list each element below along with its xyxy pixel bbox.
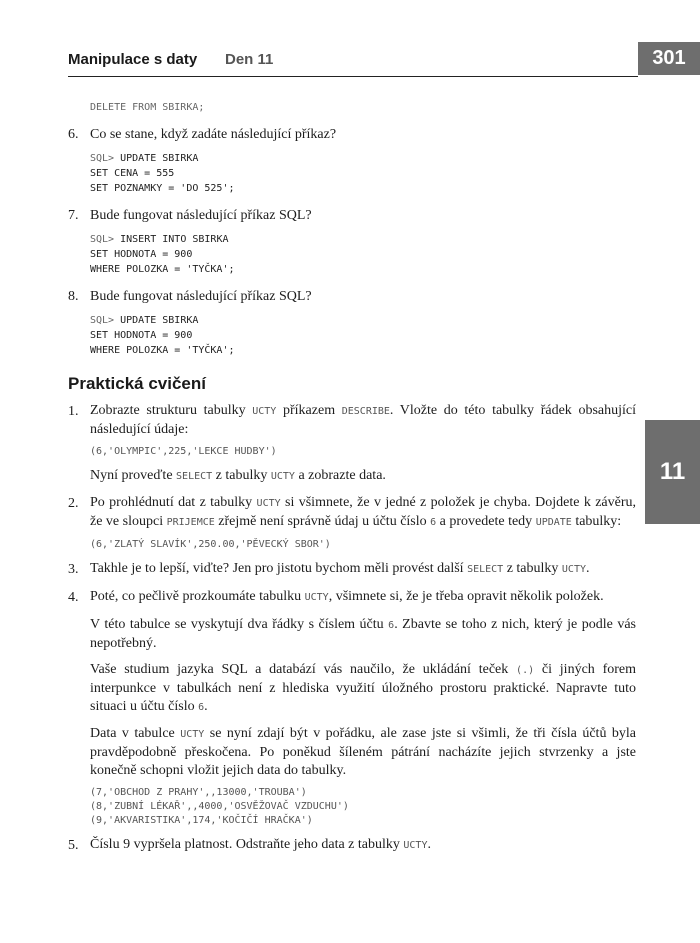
paragraph [90, 725, 636, 780]
text-run: . [427, 837, 431, 852]
text-run: a provedete tedy [436, 514, 536, 529]
inline-code: UCTY [252, 406, 277, 417]
code-block [90, 100, 636, 115]
inline-code: SELECT [176, 471, 213, 482]
paragraph [90, 661, 636, 717]
exercise-number: 4. [68, 590, 79, 605]
text-run: Vaše studium jazyka SQL a databází vás naučilo, že ukládání teček [90, 662, 517, 677]
question-item [68, 287, 636, 307]
code-line: SET HODNOTA = 900 [90, 249, 193, 260]
text-run: se nyní zdají být v pořádku, ale zase jste si všimli, že tři čísla účtů byla pravděpodobně přeskočena. Po poněkud šíleném pátrání nacházíte jejich stvrzenky a jste konečně schopni vložit jejich data do tabulky. [90, 726, 636, 778]
text-run: Nyní proveďte [90, 468, 177, 483]
exercise-number: 2. [68, 496, 79, 511]
text-run: z tabulky [212, 468, 271, 483]
text-run: z tabulky [503, 561, 562, 576]
text-run: Zobrazte strukturu tabulky [90, 403, 253, 418]
question-number: 8. [68, 289, 79, 304]
question-text: Bude fungovat následující příkaz SQL? [90, 208, 312, 223]
code-block [90, 445, 636, 459]
sql-prompt: SQL> [90, 234, 115, 245]
inline-code: UCTY [304, 592, 329, 603]
text-run: . Zbavte se toho z nich, který je podle vás nepotřebný. [90, 617, 636, 651]
code-block [90, 313, 636, 358]
exercise-item [68, 588, 636, 608]
paragraph [90, 616, 636, 653]
code-line: SET CENA = 555 [90, 168, 175, 179]
text-run: či jiných forem interpunkce v tabulkách není z hlediska využití úložného prostoru praktické. Napravte tuto situaci u účtu číslo [90, 662, 636, 714]
text-run: Data v tabulce [90, 726, 181, 741]
question-item [68, 206, 636, 226]
inline-code: (.) [516, 665, 535, 676]
question-number: 6. [68, 127, 79, 142]
exercise-text [90, 588, 636, 608]
inline-code: UCTY [561, 564, 586, 575]
inline-code: 6 [430, 517, 437, 528]
code-line: (9,'AKVARISTIKA',174,'KOČIČÍ HRAČKA') [90, 815, 313, 826]
code-block [90, 786, 636, 828]
text-run: tabulky: [571, 514, 622, 529]
exercise-text [90, 836, 636, 856]
question-text: Bude fungovat následující příkaz SQL? [90, 289, 312, 304]
exercise-number: 1. [68, 404, 79, 419]
text-run: zřejmě není správně údaj u účtu číslo [214, 514, 431, 529]
code-line: (8,'ZUBNÍ LÉKAŘ',,4000,'OSVĚŽOVAČ VZDUCHU') [90, 801, 349, 812]
code-line: (6,'OLYMPIC',225,'LEKCE HUDBY') [90, 446, 277, 457]
page-content [68, 100, 636, 860]
inline-code: 6 [388, 620, 395, 631]
code-line: UPDATE SBIRKA [114, 153, 199, 164]
header-rule [68, 76, 638, 77]
exercise-list [68, 402, 636, 856]
code-line: (6,'ZLATÝ SLAVÍK',250.00,'PĚVECKÝ SBOR') [90, 539, 331, 550]
code-line: UPDATE SBIRKA [114, 315, 199, 326]
code-line: DELETE FROM SBIRKA; [90, 102, 205, 113]
inline-code: UCTY [256, 498, 281, 509]
page-number: 301 [638, 42, 700, 75]
inline-code: UPDATE [535, 517, 572, 528]
question-number: 7. [68, 208, 79, 223]
question-text: Co se stane, když zadáte následující příkaz? [90, 127, 337, 142]
inline-code: UCTY [270, 471, 295, 482]
running-header-title: Manipulace s daty [68, 51, 198, 68]
exercise-item [68, 402, 636, 439]
chapter-tab: 11 [645, 420, 700, 524]
text-run: Poté, co pečlivě prozkoumáte tabulku [90, 589, 305, 604]
code-block [90, 151, 636, 196]
exercise-number: 5. [68, 838, 79, 853]
text-run: a zobrazte data. [294, 468, 386, 483]
text-run: , všimnete si, že je třeba opravit několik položek. [328, 589, 604, 604]
exercise-item [68, 560, 636, 580]
inline-code: UCTY [180, 729, 205, 740]
code-block [90, 538, 636, 552]
exercise-text [90, 402, 636, 439]
code-line: SET POZNAMKY = 'DO 525'; [90, 183, 235, 194]
section-heading: Praktická cvičení [68, 374, 206, 393]
text-run: Po prohlédnutí dat z tabulky [90, 495, 257, 510]
exercise-number: 3. [68, 562, 79, 577]
text-run: si všimnete, že v jedné z položek je chyba. Dojdete k závěru, že ve sloupci [90, 495, 636, 529]
text-run: . [204, 699, 208, 714]
code-line: WHERE POLOZKA = 'TYČKA'; [90, 345, 235, 356]
exercise-item [68, 494, 636, 532]
exercise-item [68, 836, 636, 856]
inline-code: PRIJEMCE [166, 517, 215, 528]
inline-code: DESCRIBE [341, 406, 390, 417]
exercise-text [90, 494, 636, 532]
code-line: (7,'OBCHOD Z PRAHY',,13000,'TROUBA') [90, 787, 307, 798]
sql-prompt: SQL> [90, 315, 115, 326]
inline-code: SELECT [467, 564, 504, 575]
text-run: . [586, 561, 590, 576]
code-line: WHERE POLOZKA = 'TYČKA'; [90, 264, 235, 275]
sql-prompt: SQL> [90, 153, 115, 164]
text-run: příkazem [276, 403, 342, 418]
code-line: INSERT INTO SBIRKA [114, 234, 229, 245]
paragraph [90, 467, 636, 486]
inline-code: UCTY [403, 840, 428, 851]
text-run: . Vložte do této tabulky řádek obsahující následující údaje: [90, 403, 636, 437]
text-run: Takhle je to lepší, viďte? Jen pro jistotu bychom měli provést další [90, 561, 468, 576]
exercise-text [90, 560, 636, 580]
text-run: Číslu 9 vypršela platnost. Odstraňte jeho data z tabulky [90, 837, 404, 852]
inline-code: 6 [198, 702, 205, 713]
code-line: SET HODNOTA = 900 [90, 330, 193, 341]
text-run: V této tabulce se vyskytují dva řádky s číslem účtu [90, 617, 389, 632]
running-header-chapter: Den 11 [225, 51, 274, 68]
question-item [68, 125, 636, 145]
code-block [90, 232, 636, 277]
